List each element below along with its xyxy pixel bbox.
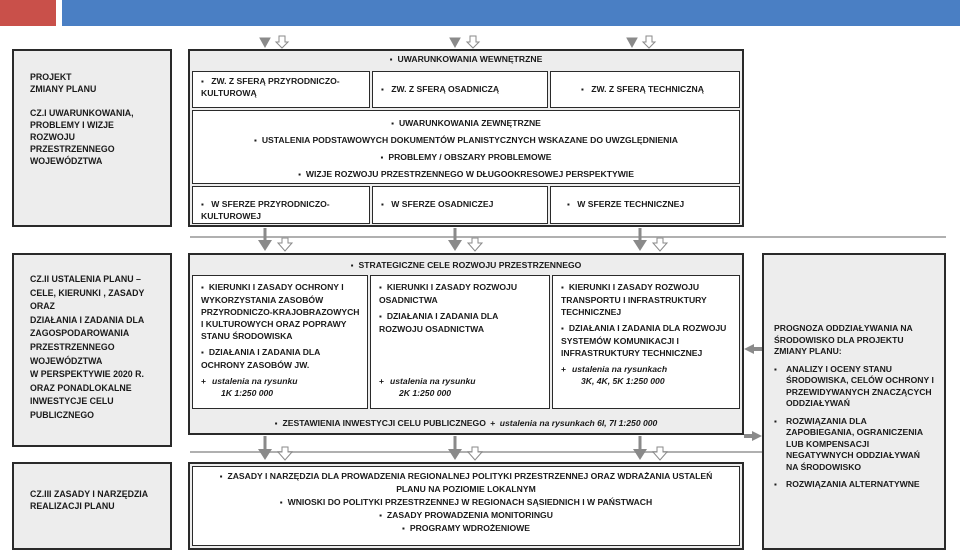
solid-down-arrow [260,38,270,47]
directions-technical-item: ▪ KIERUNKI I ZASADY ROZWOJU TRANSPORTU I INFRASTRUKTURY TECHNICZNEJ [561,281,733,318]
external-item: ▪ USTALENIA PODSTAWOWYCH DOKUMENTÓW PLANISTYCZNYCH WSKAZANE DO UWZGLĘDNIENIA [193,132,739,149]
internal-col-nature-label: ZW. Z SFERĄ PRZYRODNICZO-KULTUROWĄ [201,76,340,98]
left-line: W PERSPEKTYWIE 2020 R. [30,369,144,380]
solid-down-arrow [258,240,272,251]
forecast-item: ▪ ROZWIĄZANIA DLA ZAPOBIEGANIA, OGRANICZENIA LUB KOMPENSACJI NEGATYWNYCH ODDZIAŁYWAŃ NA ŚRODOWISKO [774,416,934,474]
hollow-down-arrow [643,36,655,48]
arrow-group-low-heads [258,449,647,460]
public-investments-note: ustalenia na rysunkach 6I, 7I 1:250 000 [499,418,658,428]
note-scale: 1K 1:250 000 [221,388,274,398]
hollow-down-arrow [468,447,482,460]
left-line: CZ.III ZASADY I NARZĘDZIA [30,489,149,499]
note-text: ustalenia na rysunkach [572,364,668,374]
left-line: WOJEWÓDZTWA [30,156,103,166]
directions-settlement-item: ▪ DZIAŁANIA I ZADANIA DLA ROZWOJU OSADNICTWA [379,310,543,335]
implementation-item: ▪ ZASADY I NARZĘDZIA DLA PROWADZENIA REGIONALNEJ POLITYKI PRZESTRZENNEJ ORAZ WDRAŻANIA USTALEŃ PLANU NA POZIOMIE LOKALNYM [193,470,739,496]
external-item: ▪ WIZJE ROZWOJU PRZESTRZENNEGO W DŁUGOOKRESOWEJ PERSPEKTYWIE [193,166,739,183]
external-conditions-title: ▪ UWARUNKOWANIA ZEWNĘTRZNE [193,115,739,132]
solid-down-arrow [450,38,460,47]
arrow-group-top-hollow [276,36,655,48]
external-item: ▪ PROBLEMY / OBSZARY PROBLEMOWE [193,149,739,166]
left-line: INWESTYCJE CELU PUBLICZNEGO [30,396,114,420]
left-line: REALIZACJI PLANU [30,501,115,511]
arrow-group-low [265,436,640,450]
hollow-down-arrow [467,36,479,48]
internal-col-technical-label: ZW. Z SFERĄ TECHNICZNĄ [591,84,704,94]
left-line: CELE, KIERUNKI , ZASADY ORAZ [30,287,145,312]
right-arrow [744,431,762,441]
solid-down-arrow [633,449,647,460]
left-line: CZ.II USTALENIA PLANU – [30,274,141,284]
arrow-group-top [260,38,637,47]
solid-down-arrow [633,240,647,251]
hollow-down-arrow [278,238,292,251]
arrow-group-mid-heads [258,240,647,251]
forecast-arrows [744,344,762,441]
implementation-item: ▪ PROGRAMY WDROŻENIOWE [193,522,739,535]
solid-down-arrow [258,449,272,460]
solid-down-arrow [448,240,462,251]
sphere-technical-label: W SFERZE TECHNICZNEJ [577,199,685,209]
note-text: ustalenia na rysunku [390,376,476,386]
directions-technical-item: ▪ DZIAŁANIA I ZADANIA DLA ROZWOJU SYSTEMÓW KOMUNIKACJI I INFRASTRUKTURY TECHNICZNEJ [561,322,733,359]
hollow-down-arrow [276,36,288,48]
hollow-down-arrow [278,447,292,460]
implementation-item: ▪ ZASADY PROWADZENIA MONITORINGU [193,509,739,522]
arrow-group-mid-hollow [278,238,667,251]
left-line: PROJEKT [30,72,72,82]
public-investments-title: ▪ ZESTAWIENIA INWESTYCJI CELU PUBLICZNEGO [275,418,486,428]
forecast-heading: PROGNOZA ODDZIAŁYWANIA NA ŚRODOWISKO DLA PROJEKTU ZMIANY PLANU: [774,323,913,356]
forecast-item: ▪ ANALIZY I OCENY STANU ŚRODOWISKA, CELÓW OCHRONY I PRZEWIDYWANYCH ZNACZĄCYCH ODDZIAŁYWAŃ [774,364,934,410]
sphere-nature-label: W SFERZE PRZYRODNICZO-KULTUROWEJ [201,199,330,221]
solid-down-arrow [448,449,462,460]
plus-sign: + [201,376,207,386]
forecast-item: ▪ ROZWIĄZANIA ALTERNATYWNE [774,479,934,491]
hollow-down-arrow [653,238,667,251]
left-line: PRZESTRZENNEGO [30,341,115,352]
internal-conditions-title: ▪ UWARUNKOWANIA WEWNĘTRZNE [188,54,744,66]
arrow-group-mid [265,228,640,241]
hollow-down-arrow [653,447,667,460]
plus-sign: + [561,364,567,374]
plus-sign: + [490,418,496,428]
directions-nature-item: ▪ DZIAŁANIA I ZADANIA DLA OCHRONY ZASOBÓW JW. [201,346,361,371]
note-scale: 2K 1:250 000 [399,388,452,398]
left-line: ORAZ PONADLOKALNE [30,382,132,393]
sphere-settlement-label: W SFERZE OSADNICZEJ [391,199,494,209]
implementation-item: ▪ WNIOSKI DO POLITYKI PRZESTRZENNEJ W REGIONACH SĄSIEDNICH I W PAŃSTWACH [193,496,739,509]
left-line: WOJEWÓDZTWA [30,355,103,366]
solid-down-arrow [627,38,637,47]
left-line: DZIAŁANIA I ZADANIA DLA [30,314,145,325]
left-line: ZMIANY PLANU [30,84,97,94]
arrow-group-low-hollow [278,447,667,460]
directions-nature-item: ▪ KIERUNKI I ZASADY OCHRONY I WYKORZYSTANIA ZASOBÓW PRZYRODNICZO-KRAJOBRAZOWYCH I KULTUROWYCH ORAZ POPRAWY STANU ŚRODOWISKA [201,281,361,342]
left-line: CZ.I UWARUNKOWANIA, [30,108,134,118]
left-line: ZAGOSPODAROWANIA [30,328,130,339]
note-scale: 3K, 4K, 5K 1:250 000 [581,376,665,386]
plus-sign: + [379,376,385,386]
left-arrow [744,344,762,354]
note-text: ustalenia na rysunku [212,376,298,386]
strategic-goals-title: ▪ STRATEGICZNE CELE ROZWOJU PRZESTRZENNEGO [188,260,744,272]
hollow-down-arrow [468,238,482,251]
directions-settlement-item: ▪ KIERUNKI I ZASADY ROZWOJU OSADNICTWA [379,281,543,306]
left-line: PRZESTRZENNEGO [30,144,115,154]
internal-col-settlement-label: ZW. Z SFERĄ OSADNICZĄ [391,84,500,94]
left-line: PROBLEMY I WIZJE ROZWOJU [30,120,114,142]
